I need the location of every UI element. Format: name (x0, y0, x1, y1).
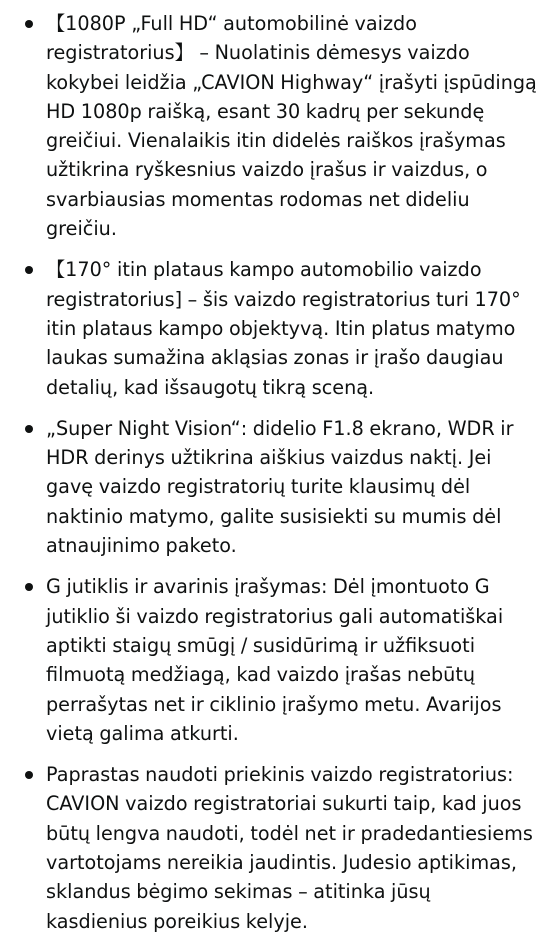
bullet-dot-icon (25, 583, 33, 591)
feature-text: 【170° itin plataus kampo automobilio vaizdo registratorius] – šis vaizdo registratorius turi 170° itin plataus kampo objektyvą. Itin platus matymo laukas sumažina akląsias zonas ir įrašo daugiau detalių, kad išsaugotų tikrą sceną. (46, 258, 521, 399)
feature-item-1080p (0, 9, 545, 243)
feature-item-night-vision (0, 414, 545, 560)
feature-text: Paprastas naudoti priekinis vaizdo registratorius: CAVION vaizdo registratoriai sukurti taip, kad juos būtų lengva naudoti, todėl net ir pradedantiesiems vartotojams nereikia jaudintis. Judesio aptikimas, sklandus bėgimo sekimas – atitinka jūsų kasdienius poreikius kelyje. (46, 763, 533, 933)
feature-item-wide-angle (0, 255, 545, 401)
feature-text: 【1080P „Full HD“ automobilinė vaizdo registratorius】 – Nuolatinis dėmesys vaizdo kokybei leidžia „CAVION Highway“ įrašyti įspūdingą HD 1080p raišką, esant 30 kadrų per sekundę greičiui. Vienalaikis itin didelės raiškos įrašymas užtikrina ryškesnius vaizdo įrašus ir vaizdus, o svarbiausias momentas rodomas net dideliu greičiu. (46, 12, 537, 241)
bullet-dot-icon (25, 20, 33, 28)
feature-item-easy-use (0, 760, 545, 936)
feature-text: „Super Night Vision“: didelio F1.8 ekrano, WDR ir HDR derinys užtikrina aiškius vaizdus naktį. Jei gavę vaizdo registratorių turite klausimų dėl naktinio matymo, galite susisiekti su mumis dėl atnaujinimo paketo. (46, 416, 514, 558)
bullet-dot-icon (25, 266, 33, 274)
bullet-dot-icon (25, 425, 33, 433)
feature-item-g-sensor (0, 572, 545, 748)
bullet-dot-icon (25, 771, 33, 779)
feature-text: G jutiklis ir avarinis įrašymas: Dėl įmontuoto G jutiklio ši vaizdo registratorius gali automatiškai aptikti staigų smūgį / susidūrimą ir užfiksuoti filmuotą medžiagą, kad vaizdo įrašas nebūtų perrašytas net ir ciklinio įrašymo metu. Avarijos vietą galima atkurti. (46, 575, 504, 745)
